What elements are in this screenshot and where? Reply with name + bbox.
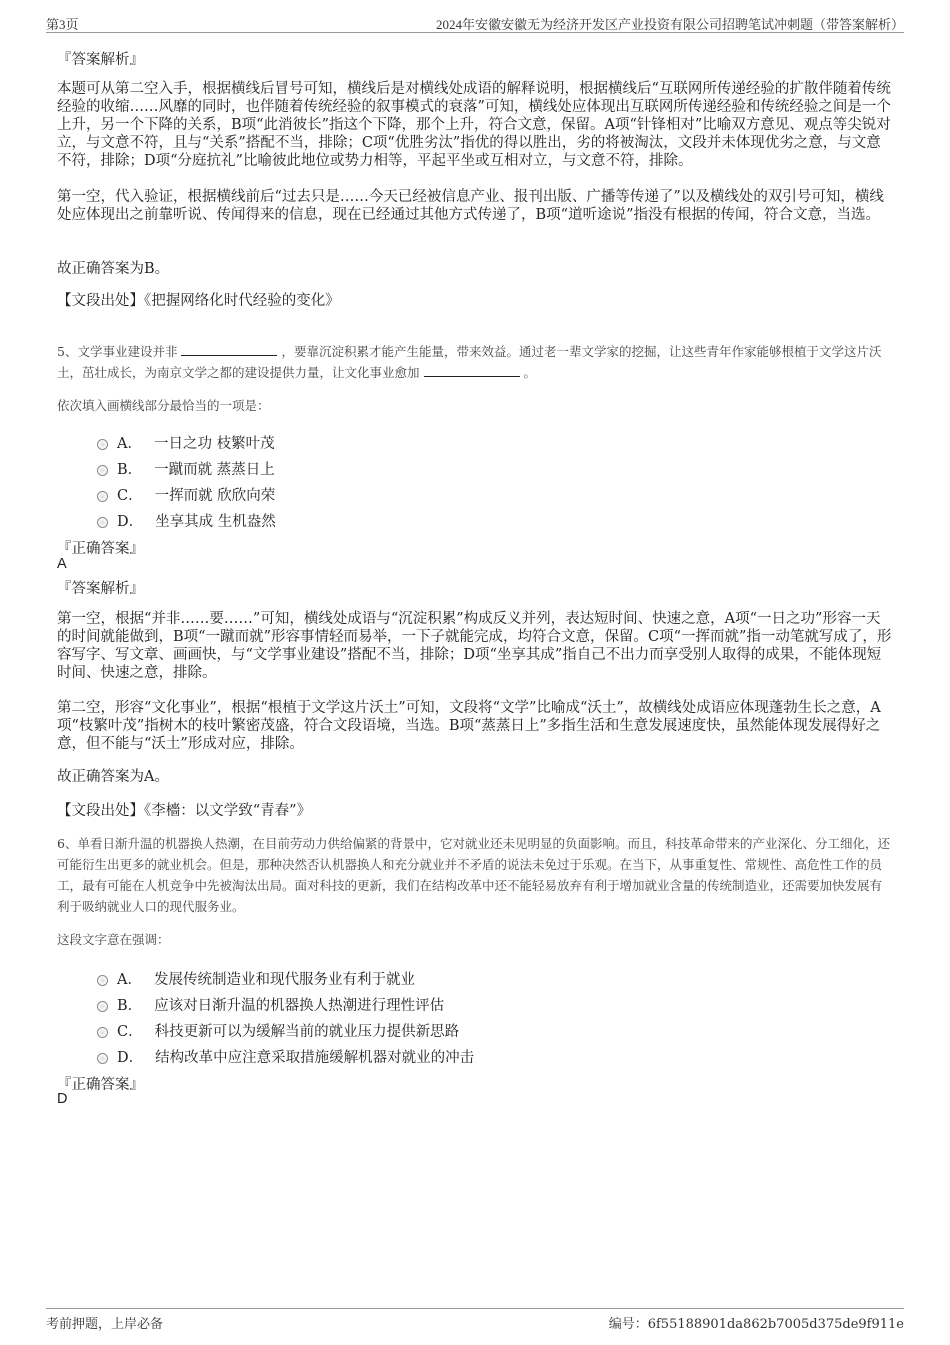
radio-icon[interactable]: [97, 1027, 108, 1038]
q4-analysis-paragraph-2: 第一空，代入验证，根据横线前后“过去只是……今天已经被信息产业、报刊出版、广播等传递了”以及横线处的双引号可知，横线处应体现出之前靠听说、传闻得来的信息，现在已经通过其他方式传递了，B项“道听途说”指没有根据的传闻，符合文意，当选。: [57, 189, 884, 223]
radio-icon[interactable]: [97, 975, 108, 986]
page-footer: [46, 1308, 904, 1331]
q5-analysis-label: 『答案解析』: [57, 581, 144, 597]
q5-correct-answer: A: [57, 556, 67, 572]
q4-analysis-label: 『答案解析』: [57, 52, 144, 68]
q4-conclusion: 故正确答案为B。: [57, 261, 170, 277]
q4-analysis-paragraph-1: 本题可从第二空入手，根据横线后冒号可知，横线后是对横线处成语的解释说明，根据横线后“互联网所传递经验的扩散伴随着传统经验的收缩……风靡的同时，也伴随着传统经验的叙事模式的衰落”可知，横线处应体现出互联网所传递经验和传统经验之间是一个上升，另一个下降的关系，B项“此消彼长”指这个下降，那个上升，符合文意，保留。A项“针锋相对”比喻双方意见、观点等尖锐对立，与文意不符，且与“关系”搭配不当，排除；C项“优胜劣汰”指优的得以胜出，劣的将被淘汰，文段并未体现优劣之意，与文意不符，排除；D项“分庭抗礼”比喻彼此地位或势力相等，平起平坐或互相对立，与文意不符，排除。: [57, 81, 891, 169]
radio-icon[interactable]: [97, 491, 108, 502]
q5-analysis-paragraph-1: 第一空，根据“并非……要……”可知，横线处成语与“沉淀积累”构成反义并列，表达短时间、快速之意，A项“一日之功”形容一天的时间就能做到，B项“一蹴而就”形容事情轻而易举，一下子就能完成，均符合文意，保留。C项“一挥而就”指一动笔就写成了，形容写字、写文章、画画快，与“文学事业建设”搭配不当，排除；D项“坐享其成”指自己不出力而享受别人取得的成果，不能体现短时间、快速之意，排除。: [57, 611, 892, 681]
q6-option-b[interactable]: B． 应该对日渐升温的机器换人热潮进行理性评估: [97, 994, 444, 1015]
page-header: [46, 12, 904, 33]
q6-option-d[interactable]: D． 结构改革中应注意采取措施缓解机器对就业的冲击: [97, 1046, 474, 1067]
q4-source: 【文段出处】《把握网络化时代经验的变化》: [57, 293, 340, 309]
q6-option-a[interactable]: A． 发展传统制造业和现代服务业有利于就业: [97, 968, 415, 989]
radio-icon[interactable]: [97, 439, 108, 450]
q5-prompt: 依次填入画横线部分最恰当的一项是：: [57, 398, 270, 413]
q5-source: 【文段出处】《李檣：以文学致“青春”》: [57, 803, 312, 819]
radio-icon[interactable]: [97, 517, 108, 528]
q6-prompt: 这段文字意在强调：: [57, 932, 170, 947]
document-title: 2024年安徽安徽无为经济开发区产业投资有限公司招聘笔试冲刺题（带答案解析）: [435, 17, 904, 32]
q5-option-b[interactable]: B． 一蹴而就 蒸蒸日上: [97, 458, 275, 479]
q5-option-d[interactable]: D． 坐享其成 生机盎然: [97, 510, 276, 531]
document-id: 编号：6f55188901da862b7005d375de9f911e: [608, 1317, 904, 1332]
blank-line: [181, 343, 277, 356]
q5-option-c[interactable]: C． 一挥而就 欣欣向荣: [97, 484, 275, 505]
q5-analysis-paragraph-2: 第二空，形容“文化事业”，根据“根植于文学这片沃土”可知，文段将“文学”比喻成“沃土”，故横线处成语应体现蓬勃生长之意，A项“枝繁叶茂”指树木的枝叶繁密茂盛，符合文段语境，当选。B项“蒸蒸日上”多指生活和生意发展速度快，虽然能体现发展得好之意，但不能与“沃土”形成对应，排除。: [57, 700, 881, 752]
q5-conclusion: 故正确答案为A。: [57, 769, 169, 785]
q6-option-c[interactable]: C． 科技更新可以为缓解当前的就业压力提供新思路: [97, 1020, 459, 1041]
q6-correct-answer: D: [57, 1091, 68, 1107]
blank-line: [424, 364, 520, 377]
radio-icon[interactable]: [97, 1001, 108, 1012]
page-number: 第3页: [46, 17, 79, 32]
footer-slogan: 考前押题，上岸必备: [46, 1317, 164, 1332]
q5-correct-label: 『正确答案』: [57, 541, 144, 557]
q6-stem: 6、单看日渐升温的机器换人热潮，在目前劳动力供给偏紧的背景中，它对就业还未见明显的负面影响。而且，科技革命带来的产业深化、分工细化，还可能衍生出更多的就业机会。但是，那种决然否认机器换人和充分就业并不矛盾的说法未免过于乐观。在当下，从事重复性、常规性、高危性工作的员工，最有可能在人机竞争中先被淘汰出局。面对科技的更新，我们在结构改革中还不能轻易放弃有利于增加就业含量的传统制造业，还需要加快发展有利于吸纳就业人口的现代服务业。: [57, 836, 890, 914]
q5-stem: 5、文学事业建设并非 ，要靠沉淀积累才能产生能量，带来效益。通过老一辈文学家的挖掘，让这些青年作家能够根植于文学这片沃土，茁壮成长，为南京文学之都的建设提供力量，让文化事业愈加 。: [57, 344, 882, 380]
radio-icon[interactable]: [97, 465, 108, 476]
q6-correct-label: 『正确答案』: [57, 1077, 144, 1093]
q5-option-a[interactable]: A． 一日之功 枝繁叶茂: [97, 432, 275, 453]
radio-icon[interactable]: [97, 1053, 108, 1064]
